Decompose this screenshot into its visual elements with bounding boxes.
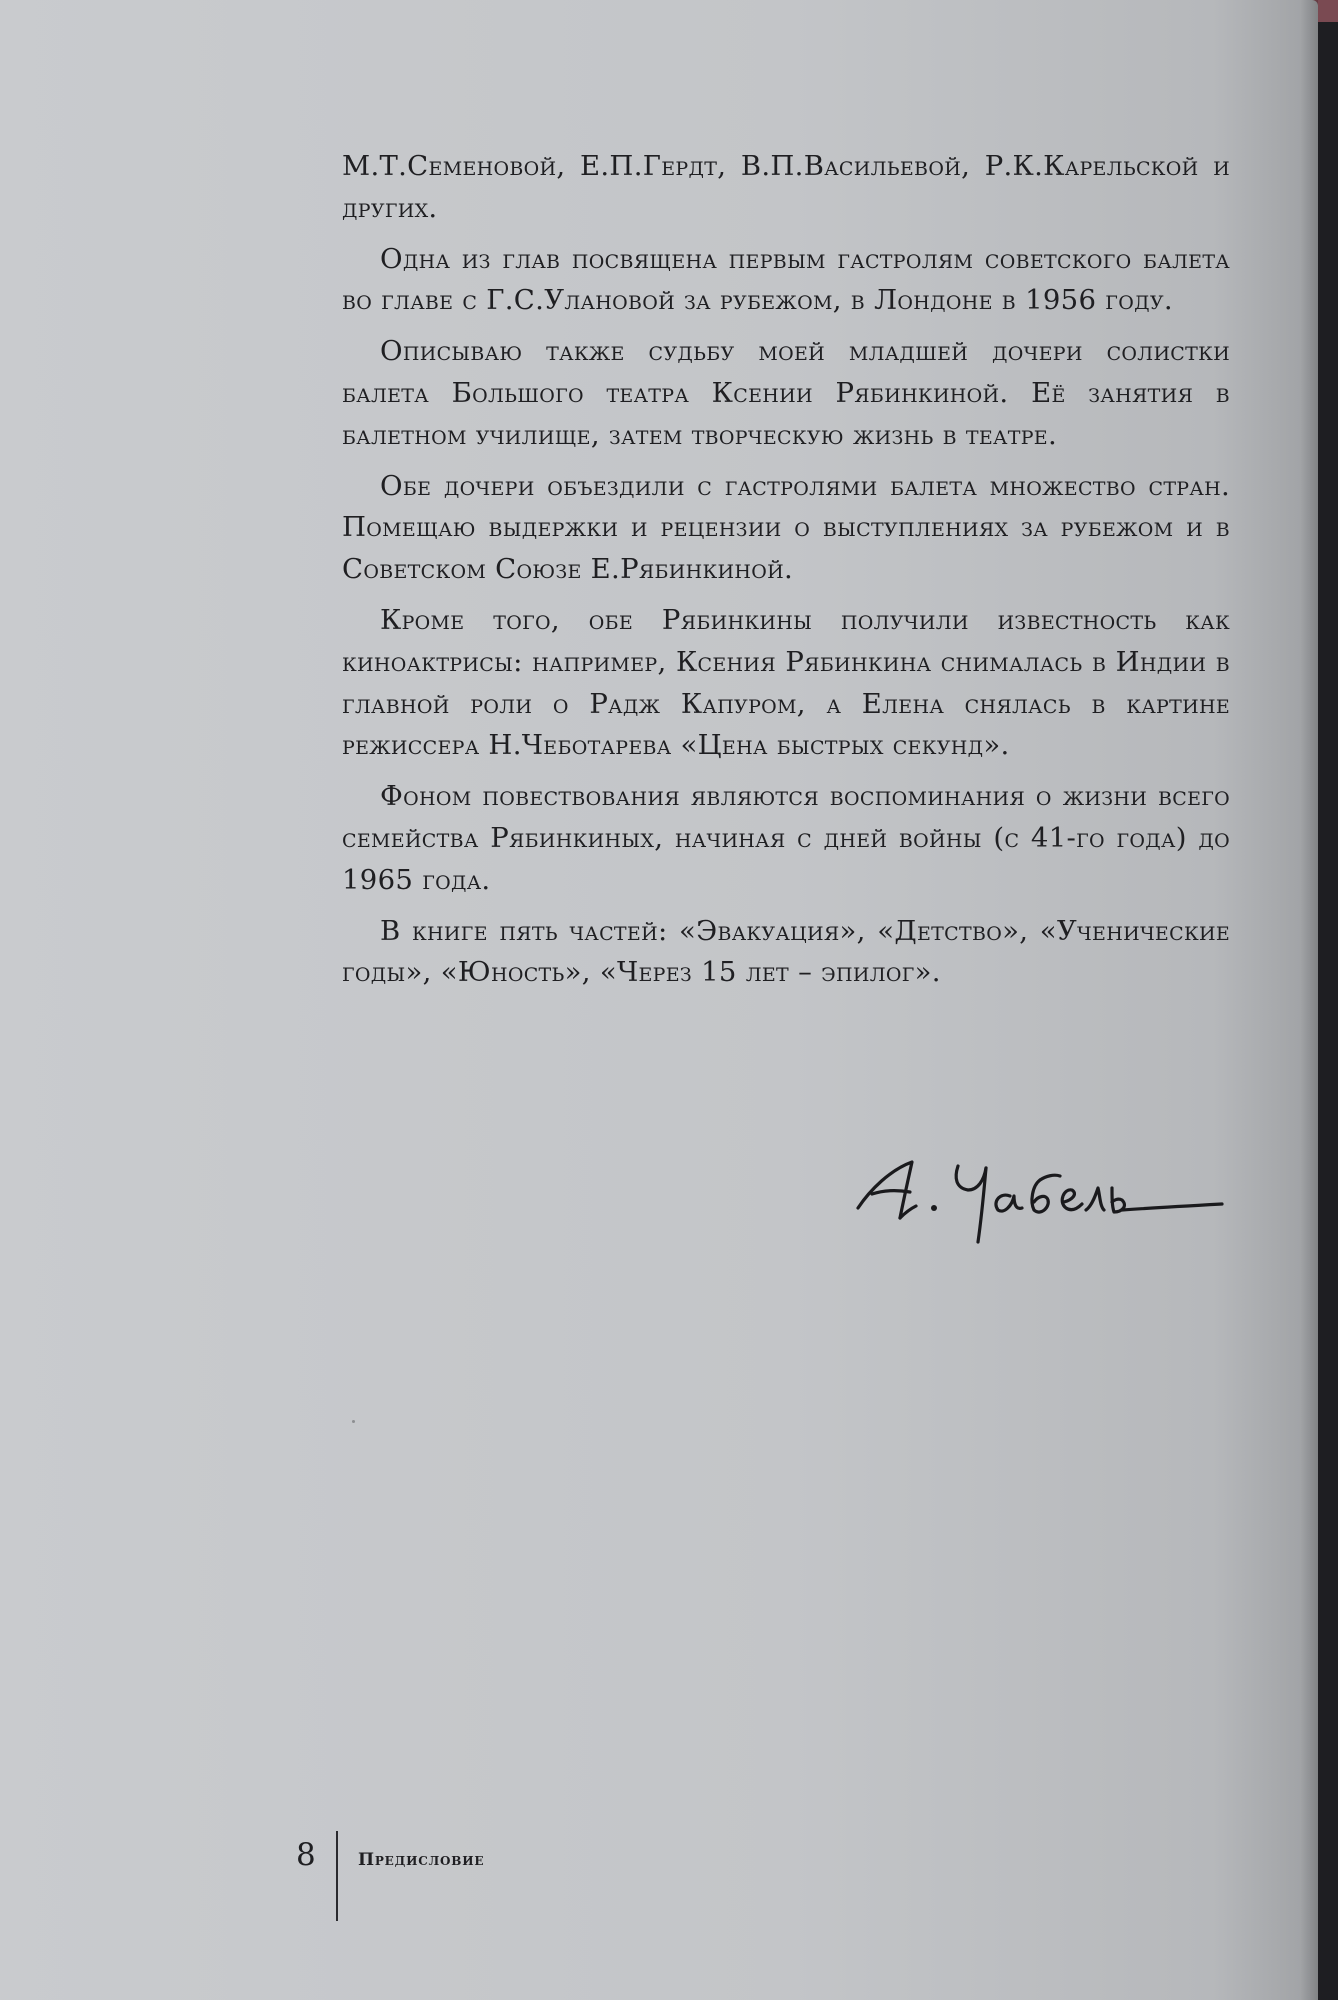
paragraph-7: В книге пять частей: «Эвакуация», «Детство», «Ученические годы», «Юность», «Через 15 лет – эпилог». [342, 914, 1230, 989]
paragraph-6: Фоном повествования являются воспоминания о жизни всего семейства Рябинкиных, начиная с дней войны (с 41-го года) до 1965 года. [342, 780, 1230, 896]
body-text [342, 146, 1230, 1003]
paper-speck [352, 1420, 355, 1423]
footer-divider [336, 1831, 338, 1921]
page-number: 8 [296, 1837, 316, 1873]
page-footer [296, 1835, 596, 1925]
paragraph-3: Описываю также судьбу моей младшей дочери солистки балета Большого театра Ксении Рябинкиной. Её занятия в балетном училище, затем творческую жизнь в театре. [342, 335, 1230, 451]
paragraph-2: Одна из глав посвящена первым гастролям советского балета во главе с Г.С.Улановой за рубежом, в Лондоне в 1956 году. [342, 242, 1230, 317]
page-gutter-shadow [1300, 0, 1318, 2000]
running-section-title: Предисловие [358, 1850, 485, 1870]
paragraph-1: М.Т.Семеновой, Е.П.Гердт, В.П.Васильевой, Р.К.Карельской и других. [342, 150, 1230, 224]
paragraph-5: Кроме того, обе Рябинкины получили известность как киноактрисы: например, Ксения Рябинкина снималась в Индии в главной роли о Радж Капуром, а Елена снялась в картине режиссера Н.Чеботарева «Цена быстрых секунд». [342, 603, 1230, 762]
paragraph-4: Обе дочери объездили с гастролями балета множество стран. Помещаю выдержки и рецензии о выступлениях за рубежом и в Советском Союзе Е.Рябинкиной. [342, 469, 1230, 586]
author-signature [850, 1150, 1230, 1260]
